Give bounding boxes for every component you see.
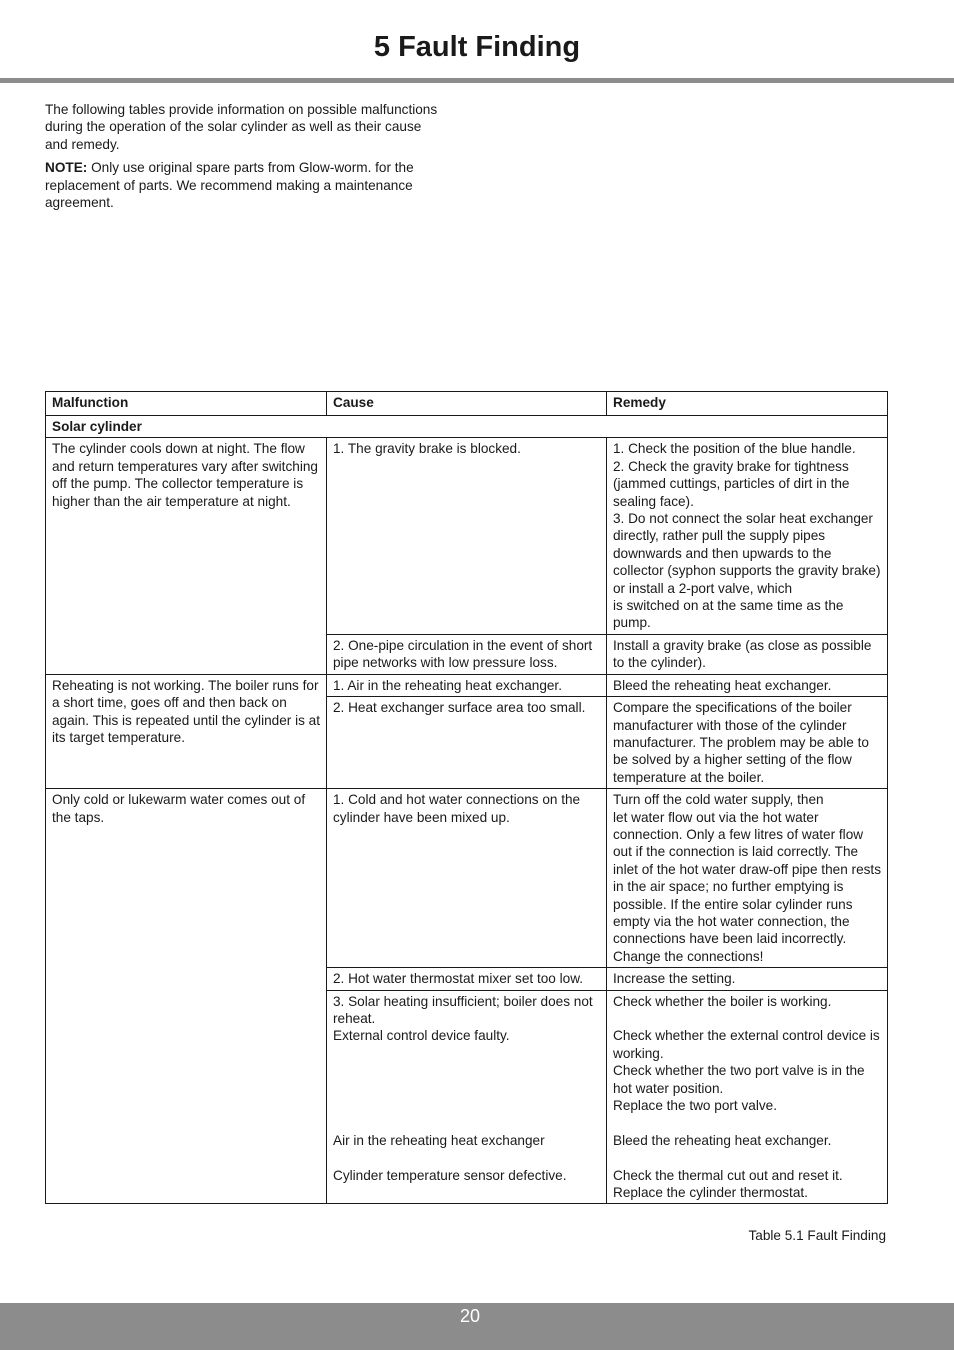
remedy-cell: Bleed the reheating heat exchanger. (607, 674, 888, 696)
remedy-cell: Check whether the boiler is working. Check whether the external control device is working. Check whether the two port valve is in the hot water position. Replace the two port valve. Bleed the reheating heat exchanger. Check the thermal cut out and reset it. Replace the cylinder thermostat. (607, 990, 888, 1204)
malfunction-cell: Only cold or lukewarm water comes out of the taps. (46, 789, 327, 1204)
cause-cell: 2. One-pipe circulation in the event of short pipe networks with low pressure loss. (327, 634, 607, 674)
header-cause: Cause (327, 392, 607, 416)
cause-cell: 1. Cold and hot water connections on the cylinder have been mixed up. (327, 789, 607, 968)
header-remedy: Remedy (607, 392, 888, 416)
malfunction-cell: The cylinder cools down at night. The flow and return temperatures vary after switching off the pump. The collector temperature is higher than the air temperature at night. (46, 438, 327, 674)
remedy-cell: Turn off the cold water supply, then let water flow out via the hot water connection. Only a few litres of water flow out if the connection is laid correctly. The inlet of the hot water draw-off pipe then rests in the air space; no further emptying is possible. If the entire solar cylinder runs empty via the hot water connection, the connections have been laid incorrectly. Change the connections! (607, 789, 888, 968)
fault-finding-table (45, 391, 888, 1204)
table-caption: Table 5.1 Fault Finding (748, 1228, 886, 1243)
malfunction-cell: Reheating is not working. The boiler runs for a short time, goes off and then back on again. This is repeated until the cylinder is at its target temperature. (46, 674, 327, 788)
cause-cell: 1. Air in the reheating heat exchanger. (327, 674, 607, 696)
page-number: 20 (459, 1306, 481, 1326)
intro-paragraph: The following tables provide information on possible malfunctions during the operation of the solar cylinder as well as their cause and remedy. (45, 102, 438, 152)
table-row (46, 438, 888, 634)
note-paragraph (45, 159, 440, 211)
table-row (46, 674, 888, 696)
remedy-cell: Increase the setting. (607, 968, 888, 990)
cause-cell: 3. Solar heating insufficient; boiler does not reheat. External control device faulty. Air in the reheating heat exchanger Cylinder temperature sensor defective. (327, 990, 607, 1204)
table-header-row (46, 392, 888, 416)
remedy-cell: Install a gravity brake (as close as possible to the cylinder). (607, 634, 888, 674)
note-text: Only use original spare parts from Glow-worm. for the replacement of parts. We recommend making a maintenance agreement. (45, 160, 414, 211)
intro-text (45, 101, 440, 217)
header-malfunction: Malfunction (46, 392, 327, 416)
table-row (46, 789, 888, 968)
cause-cell: 1. The gravity brake is blocked. (327, 438, 607, 634)
cause-cell: 2. Heat exchanger surface area too small. (327, 697, 607, 789)
section-title: Solar cylinder (46, 416, 888, 438)
section-row (46, 416, 888, 438)
remedy-cell: 1. Check the position of the blue handle. 2. Check the gravity brake for tightness (jammed cuttings, particles of dirt in the sealing face). 3. Do not connect the solar heat exchanger directly, rather pull the supply pipes downwards and then upwards to the collector (syphon supports the gravity brake) or install a 2-port valve, which is switched on at the same time as the pump. (607, 438, 888, 634)
note-label: NOTE: (45, 160, 88, 176)
page-title: 5 Fault Finding (373, 31, 581, 63)
cause-cell: 2. Hot water thermostat mixer set too low. (327, 968, 607, 990)
title-divider (0, 78, 954, 83)
remedy-cell: Compare the specifications of the boiler manufacturer with those of the cylinder manufacturer. The problem may be able to be solved by a higher setting of the flow temperature at the boiler. (607, 697, 888, 789)
